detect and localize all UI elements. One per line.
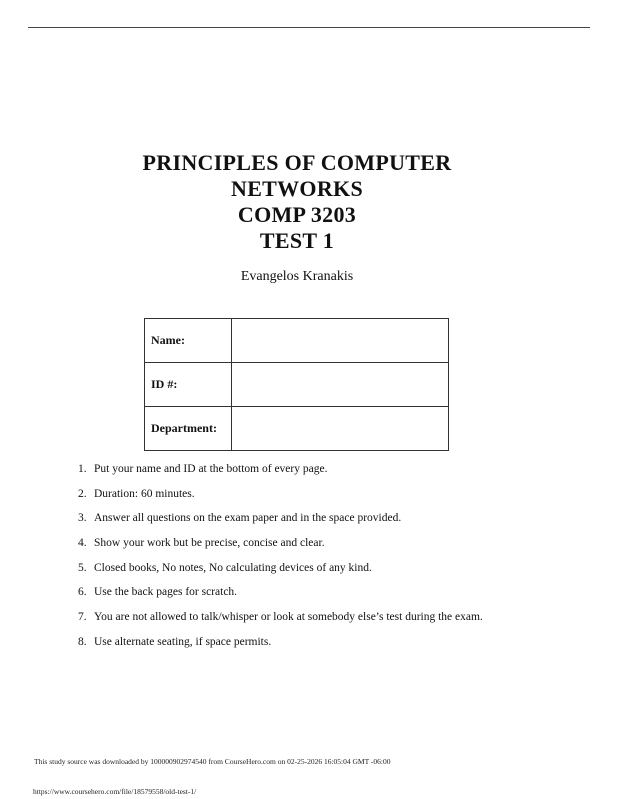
header-rule [28,27,590,28]
item-text: Put your name and ID at the bottom of every page. [94,463,328,475]
item-number: 2. [78,487,87,500]
item-text: You are not allowed to talk/whisper or look at somebody else’s test during the exam. [94,611,483,624]
table-row [145,407,449,451]
id-label: ID #: [145,363,232,407]
item-number: 5. [78,561,87,574]
title-line: COMP 3203 [237,202,357,227]
item-number: 7. [78,611,87,624]
item-number: 8. [78,635,87,648]
title-line: NETWORKS [231,176,363,201]
id-field[interactable] [232,363,449,407]
department-label: Department: [145,407,232,451]
item-number: 1. [78,463,87,475]
item-number: 4. [78,537,87,550]
download-notice: This study source was downloaded by 100000902974540 from CourseHero.com on 02-25-2026 16:05:04 GMT -06:00 [34,757,391,766]
title-line: TEST 1 [259,228,335,253]
item-text: Answer all questions on the exam paper and in the space provided. [94,512,402,525]
title-line: PRINCIPLES OF COMPUTER [142,150,452,175]
student-info-table [144,318,449,451]
name-field[interactable] [232,319,449,363]
item-number: 3. [78,512,87,525]
author-name: Evangelos Kranakis [240,269,354,284]
name-label: Name: [145,319,232,363]
item-text: Use alternate seating, if space permits. [94,635,272,648]
document-title [0,150,594,254]
item-number: 6. [78,586,87,599]
table-row [145,363,449,407]
department-field[interactable] [232,407,449,451]
item-text: Use the back pages for scratch. [94,586,238,599]
item-text: Closed books, No notes, No calculating devices of any kind. [94,561,372,574]
table-row [145,319,449,363]
item-text: Show your work but be precise, concise and clear. [94,537,325,550]
item-text: Duration: 60 minutes. [94,487,195,500]
source-url-link[interactable]: https://www.coursehero.com/file/18579558/old-test-1/ [33,787,197,796]
